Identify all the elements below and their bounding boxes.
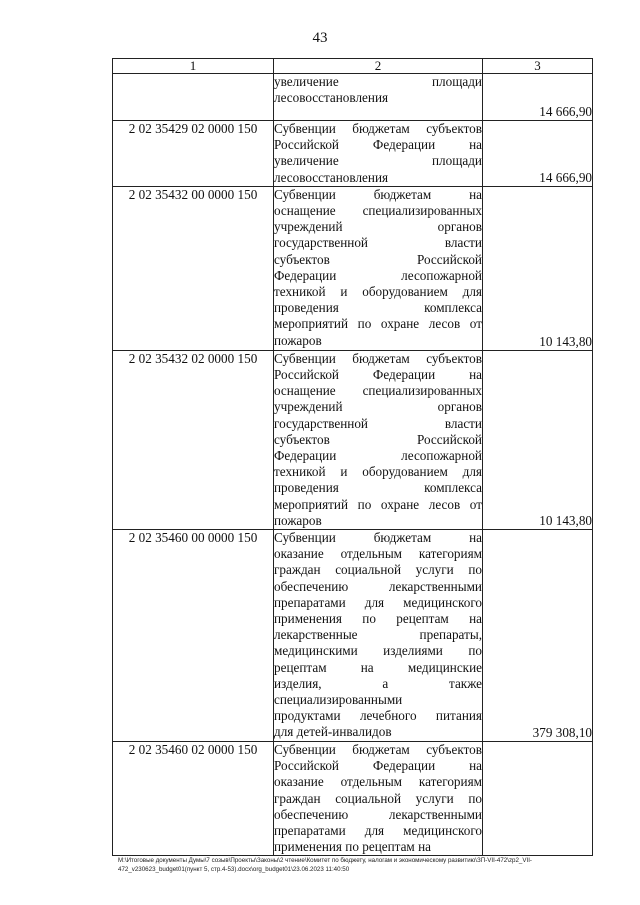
column-header-2: 2: [274, 59, 483, 74]
description-line: применения по рецептам на: [274, 839, 431, 855]
description-line: Субвенции бюджетам субъектов: [274, 742, 482, 758]
description-line: Российской Федерации на: [274, 758, 482, 774]
description-line: увеличение площади: [274, 74, 482, 89]
description-line: учреждений органов: [274, 219, 482, 235]
description-line: препаратами для медицинского: [274, 594, 482, 610]
description-line: оснащение специализированных: [274, 383, 482, 399]
description-line: для детей-инвалидов: [274, 724, 392, 740]
description-line: пожаров: [274, 512, 322, 528]
description-line: проведения комплекса: [274, 480, 482, 496]
description-line: препаратами для медицинского: [274, 823, 482, 839]
description-line: государственной власти: [274, 415, 482, 431]
description-line: изделия, а также: [274, 675, 482, 691]
description-line: проведения комплекса: [274, 300, 482, 316]
description-cell: [274, 350, 483, 529]
description-line: обеспечению лекарственными: [274, 806, 482, 822]
table-row: [113, 350, 593, 529]
description-line: применения по рецептам на: [274, 611, 482, 627]
description-cell: [274, 186, 483, 350]
description-line: увеличение площади: [274, 153, 482, 169]
file-path-footer: [118, 856, 618, 874]
description-line: обеспечению лекарственными: [274, 578, 482, 594]
column-header-3: 3: [483, 59, 593, 74]
table-header-row: [113, 59, 593, 74]
description-line: продуктами лечебного питания: [274, 708, 482, 724]
amount-cell: 379 308,10: [483, 530, 593, 742]
description-line: техникой и оборудованием для: [274, 284, 482, 300]
budget-code-cell: [113, 74, 274, 121]
description-line: субъектов Российской: [274, 251, 482, 267]
page-number: 43: [312, 30, 328, 46]
description-line: оснащение специализированных: [274, 203, 482, 219]
table-row: [113, 74, 593, 121]
budget-code-cell: 2 02 35429 02 0000 150: [113, 121, 274, 187]
description-line: техникой и оборудованием для: [274, 464, 482, 480]
footer-line: 472_v230623_budget01(пункт 5, стр.4-53).docx\org_budget01\23.06.2023 11:40:50: [118, 866, 350, 873]
table-row: [113, 742, 593, 856]
description-line: пожаров: [274, 332, 322, 348]
description-cell: [274, 742, 483, 856]
description-line: рецептам на медицинские: [274, 659, 482, 675]
table-row: [113, 186, 593, 350]
description-line: Российской Федерации на: [274, 367, 482, 383]
description-line: медицинскими изделиями по: [274, 643, 482, 659]
description-line: граждан социальной услуги по: [274, 562, 482, 578]
budget-code-cell: 2 02 35432 02 0000 150: [113, 350, 274, 529]
description-line: Субвенции бюджетам субъектов: [274, 121, 482, 136]
description-line: субъектов Российской: [274, 431, 482, 447]
description-line: Федерации лесопожарной: [274, 448, 482, 464]
description-line: государственной власти: [274, 235, 482, 251]
amount-cell: [483, 742, 593, 856]
budget-code-cell: 2 02 35460 02 0000 150: [113, 742, 274, 856]
description-line: лесовосстановления: [274, 169, 389, 185]
description-line: Федерации лесопожарной: [274, 267, 482, 283]
description-line: лекарственные препараты,: [274, 627, 482, 643]
description-cell: [274, 530, 483, 742]
description-line: оказание отдельным категориям: [274, 774, 482, 790]
description-line: учреждений органов: [274, 399, 482, 415]
budget-table: [112, 58, 593, 856]
description-line: оказание отдельным категориям: [274, 546, 482, 562]
description-line: мероприятий по охране лесов от: [274, 316, 482, 332]
footer-line: М:\Итоговые документы Думы\7 созыв\Проекты\Законы\2 чтение\Комитет по бюджету, налогам и экономическому развитию\ЗП-VII-472\zp2_VII-: [118, 857, 532, 864]
description-line: мероприятий по охране лесов от: [274, 496, 482, 512]
amount-cell: 10 143,80: [483, 186, 593, 350]
description-line: специализированными: [274, 692, 403, 708]
budget-code-cell: 2 02 35460 00 0000 150: [113, 530, 274, 742]
amount-cell: 14 666,90: [483, 121, 593, 187]
description-line: граждан социальной услуги по: [274, 790, 482, 806]
description-line: Субвенции бюджетам на: [274, 530, 482, 546]
table-row: [113, 530, 593, 742]
amount-cell: 10 143,80: [483, 350, 593, 529]
description-cell: [274, 121, 483, 187]
description-line: Российской Федерации на: [274, 137, 482, 153]
description-line: Субвенции бюджетам на: [274, 186, 482, 202]
description-line: лесовосстановления: [274, 90, 389, 106]
description-line: Субвенции бюджетам субъектов: [274, 350, 482, 366]
budget-code-cell: 2 02 35432 00 0000 150: [113, 186, 274, 350]
description-cell: [274, 74, 483, 121]
column-header-1: 1: [113, 59, 274, 74]
table-row: [113, 121, 593, 187]
amount-cell: 14 666,90: [483, 74, 593, 121]
